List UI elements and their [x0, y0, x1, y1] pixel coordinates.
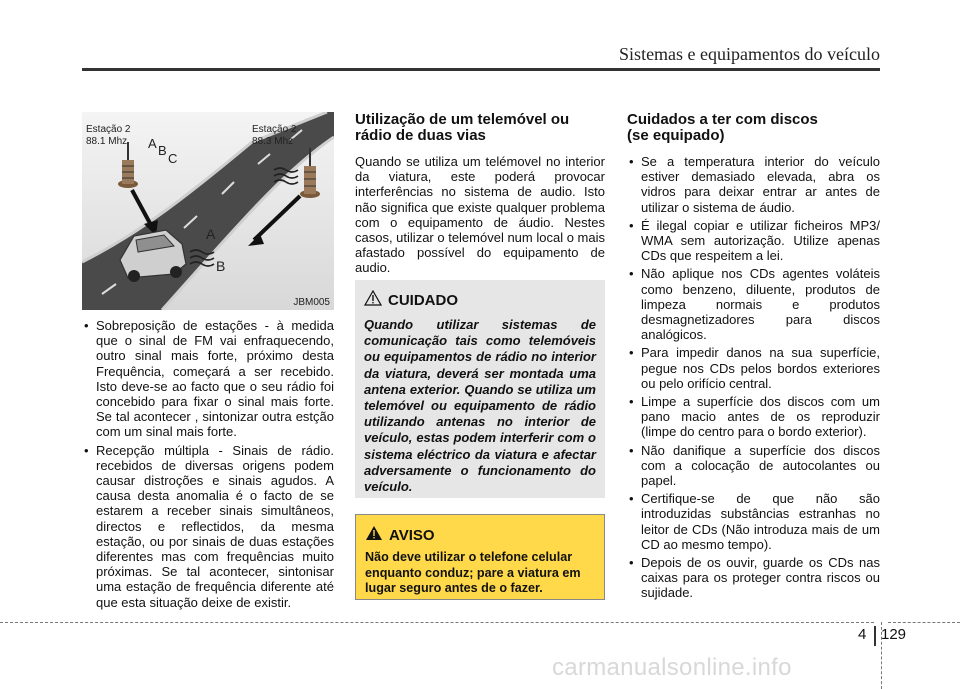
list-item: • Sobreposição de estações - à medida que o sinal de FM vai enfraquecendo, outro sinal mais forte, próximo desta Frequência, começará a ser recebido. Isto deve-se ao facto que o seu rádio foi concebido para fixar o sinal mais forte. Se tal acontecer , sintonizar outra estção com um sinal mais forte. [82, 318, 334, 440]
list-item: • Não danifique a superfície dos discos com a colocação de autocolantes ou papel. [627, 443, 880, 489]
caution-text: Quando utilizar sistemas de comunicação tais como telemóveis ou equipamentos de rádio no interior da viatura, deverá ser montada uma antena exterior. Quando se utiliza um telemóvel ou equipamento de rádio utilizando antenas no interior de veículo, estas podem interferir com o sistema eléctrico da viatura e afectar adversamente o funcionamento do veículo. [364, 317, 596, 495]
reception-bullets [82, 318, 334, 610]
list-item: • Recepção múltipla - Sinais de rádio. recebidos de diversas origens podem causar distroções e sinais agudos. A causa desta anomalia é o facto de se estarem a receber sinais simultâneos, directos e reflectidos, da mesma estação, ou por sinais de duas estações diferentes mas com frequências muito próximas. Se tal acontecer, sintonisar uma estação de frequência diferente até que esta situação deixe de existir. [82, 443, 334, 610]
section-heading-discos [627, 112, 880, 144]
caution-triangle-icon [364, 290, 382, 311]
telemovel-paragraph: Quando se utiliza um telémovel no interior da viatura, este poderá provocar interferências no sistema de audio. Isto não significa que existe qualquer problema com o equipamento de áudio. Nestes casos, utilizar o telemóvel num local o mais afastado possível do equipamento de audio. [355, 154, 605, 276]
page-header-title: Sistemas e equipamentos do veículo [619, 44, 880, 64]
list-item: • É ilegal copiar e utilizar ficheiros MP3/ WMA sem autorização. Utilize apenas CDs que respeitem a lei. [627, 218, 880, 264]
column-right [627, 112, 880, 604]
left-station-frequency: 88.1 Mhz [86, 136, 128, 147]
section-heading-discos-line2: (se equipado) [627, 127, 725, 144]
header-rule [82, 68, 880, 71]
section-heading-telemovel: Utilização de um telemóvel ou rádio de duas vias [355, 111, 570, 144]
warning-title: AVISO [389, 527, 435, 544]
page-number-separator [874, 626, 876, 646]
section-heading-discos-line1: Cuidados a ter com discos [627, 111, 818, 128]
footer-rule-right [888, 622, 960, 623]
right-station-name: Estação 2 [252, 124, 297, 135]
list-item: • Não aplique nos CDs agentes voláteis como benzeno, diluente, produtos de limpeza normais e produtos desmagnetizadores para discos analógicos. [627, 266, 880, 342]
list-item: • Depois de os ouvir, guarde os CDs nas caixas para os proteger contra riscos ou sujidade. [627, 555, 880, 601]
caution-title: CUIDADO [388, 292, 458, 309]
caution-box [355, 280, 605, 498]
list-item: • Certifique-se de que não são introduzidas substâncias estranhas no leitor de CDs (Não introduza mais de um CD ao mesmo tempo). [627, 491, 880, 552]
list-item: • Para impedir danos na sua superfície, pegue nos CDs pelos bordos exteriores ou pelo orifício central. [627, 345, 880, 391]
list-item: • Limpe a superfície dos discos com um pano macio antes de os reproduzir (limpe do centro para o bordo exterior). [627, 394, 880, 440]
chapter-number: 4 [858, 626, 867, 643]
left-station-name: Estação 2 [86, 124, 131, 135]
disc-care-bullets [627, 154, 880, 601]
list-item: • Se a temperatura interior do veículo estiver demasiado elevada, abra os vidros para deixar entrar ar antes de utilizar o sistema de áudio. [627, 154, 880, 215]
warning-text: Não deve utilizar o telefone celular enquanto conduz; pare a viatura em lugar seguro antes de o fazer. [365, 550, 581, 595]
warning-box [355, 514, 605, 600]
figure-letter-c-top: C [168, 151, 178, 166]
right-station-frequency: 88.3 Mhz [252, 136, 294, 147]
watermark: carmanualsonline.info [552, 654, 792, 681]
footer-rule [0, 622, 874, 623]
page-number: 129 [881, 626, 907, 643]
radio-reception-figure [82, 112, 334, 310]
figure-letter-a-top: A [148, 136, 157, 151]
warning-triangle-icon [365, 525, 383, 546]
figure-letter-b-bottom: B [216, 258, 226, 274]
column-left [82, 318, 334, 613]
figure-letter-a-bottom: A [206, 226, 216, 242]
figure-code: JBM005 [293, 297, 330, 308]
figure-letter-b-top: B [158, 143, 167, 158]
column-middle [355, 112, 605, 276]
